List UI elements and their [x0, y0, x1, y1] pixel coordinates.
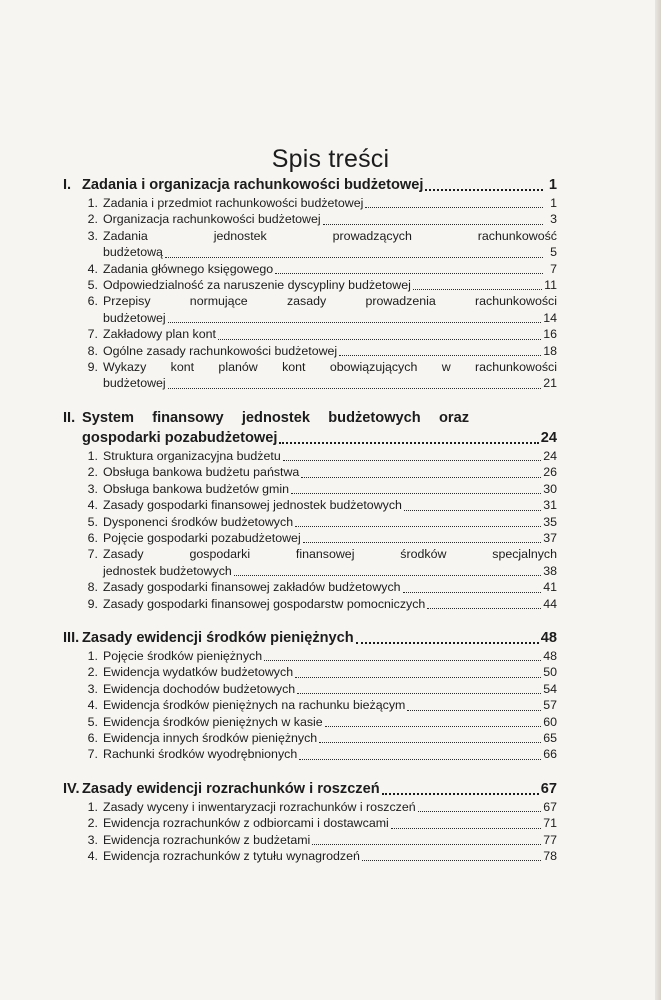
section-title-line2: budżetowej	[103, 310, 166, 325]
section-title: Obsługa bankowa budżetów gmin	[103, 481, 289, 496]
leader-dots	[356, 640, 539, 644]
leader-dots	[323, 222, 543, 225]
chapter-2	[63, 408, 557, 612]
section-page-number: 11	[544, 278, 557, 293]
section-page-number: 38	[543, 563, 557, 578]
toc-entry[interactable]	[63, 448, 557, 464]
leader-dots	[295, 675, 541, 678]
chapter-heading-line1	[63, 408, 557, 428]
chapter-heading[interactable]	[63, 628, 557, 648]
section-number: 7.	[87, 327, 98, 342]
section-number: 7.	[87, 747, 98, 762]
leader-dots	[427, 606, 541, 609]
section-title: Pojęcie gospodarki pozabudżetowej	[103, 530, 301, 545]
section-page-number: 30	[543, 481, 557, 496]
toc-entry[interactable]	[63, 664, 557, 680]
section-number: 5.	[87, 714, 98, 729]
section-number: 2.	[87, 465, 98, 480]
leader-dots	[291, 491, 541, 494]
section-number: 1.	[87, 799, 98, 814]
leader-dots	[312, 842, 541, 845]
chapter-title: Zadania i organizacja rachunkowości budżetowej	[82, 177, 424, 193]
section-number: 4.	[87, 498, 98, 513]
chapter-page-number: 67	[540, 780, 557, 797]
section-page-number: 66	[543, 747, 557, 762]
leader-dots	[279, 440, 538, 444]
section-page-number: 31	[543, 498, 557, 513]
section-page-number: 37	[543, 530, 557, 545]
leader-dots	[295, 524, 541, 527]
toc-entry[interactable]	[63, 359, 557, 392]
toc-entry[interactable]	[63, 277, 557, 293]
section-title: Zakładowy plan kont	[103, 327, 216, 342]
toc-entry[interactable]	[63, 681, 557, 697]
toc-entry[interactable]	[63, 481, 557, 497]
chapter-heading[interactable]	[63, 779, 557, 799]
section-title-line1: Przepisy normujące zasady prowadzenia rachunkowości	[103, 294, 557, 309]
leader-dots	[404, 508, 541, 511]
section-title: Struktura organizacyjna budżetu	[103, 448, 281, 463]
toc-entry-line2	[63, 563, 557, 579]
section-number: 3.	[87, 228, 98, 243]
section-title: Dysponenci środków budżetowych	[103, 514, 294, 529]
leader-dots	[407, 708, 541, 711]
section-page-number: 26	[543, 465, 557, 480]
section-number: 8.	[87, 343, 98, 358]
toc-entry[interactable]	[63, 648, 557, 664]
chapter-3	[63, 628, 557, 763]
chapter-number: III.	[63, 629, 80, 646]
section-number: 3.	[87, 481, 98, 496]
section-page-number: 7	[550, 261, 557, 276]
leader-dots	[339, 353, 541, 356]
chapter-heading[interactable]	[63, 408, 557, 448]
chapter-title-line1: System finansowy jednostek budżetowych oraz	[82, 409, 469, 426]
section-title: Ewidencja środków pieniężnych w kasie	[103, 714, 323, 729]
section-title: Zasady gospodarki finansowej jednostek budżetowych	[103, 498, 402, 513]
section-title: Ewidencja rozrachunków z odbiorcami i dostawcami	[103, 816, 389, 831]
section-page-number: 1	[550, 196, 557, 210]
table-of-contents	[63, 175, 557, 880]
toc-entry[interactable]	[63, 195, 557, 211]
section-title: Ewidencja innych środków pieniężnych	[103, 730, 318, 745]
section-number: 2.	[87, 212, 98, 227]
section-number: 8.	[87, 580, 98, 595]
chapter-page-number: 48	[540, 629, 557, 646]
leader-dots	[391, 826, 541, 829]
leader-dots	[365, 205, 543, 208]
section-page-number: 67	[543, 799, 557, 814]
section-title: Ewidencja środków pieniężnych na rachunku bieżącym	[103, 698, 406, 713]
section-title: Odpowiedzialność za naruszenie dyscypliny budżetowej	[103, 278, 411, 293]
section-number: 3.	[87, 832, 98, 847]
chapter-title: Zasady ewidencji środków pieniężnych	[82, 629, 354, 646]
section-number: 5.	[87, 514, 98, 529]
toc-entry[interactable]	[63, 746, 557, 762]
chapter-title-line2: gospodarki pozabudżetowej	[82, 429, 278, 446]
toc-entry[interactable]	[63, 546, 557, 579]
toc-entry-line1	[63, 546, 557, 562]
leader-dots	[403, 590, 542, 593]
section-number: 2.	[87, 816, 98, 831]
chapter-heading-line2	[63, 428, 557, 448]
section-number: 1.	[87, 648, 98, 663]
section-title: Pojęcie środków pieniężnych	[103, 648, 263, 663]
section-number: 6.	[87, 294, 98, 309]
toc-entry[interactable]	[63, 714, 557, 730]
section-title: Organizacja rachunkowości budżetowej	[103, 212, 321, 227]
section-title: Zasady gospodarki finansowej zakładów budżetowych	[103, 580, 401, 595]
section-page-number: 14	[543, 310, 557, 325]
section-number: 1.	[87, 196, 98, 210]
toc-entry[interactable]	[63, 579, 557, 595]
section-title: Ogólne zasady rachunkowości budżetowej	[103, 343, 338, 358]
chapter-number: IV.	[63, 780, 80, 797]
toc-entry[interactable]	[63, 832, 557, 848]
chapter-1	[63, 175, 557, 392]
toc-entry[interactable]	[63, 497, 557, 513]
toc-entry-line1	[63, 293, 557, 309]
leader-dots	[275, 271, 543, 274]
section-number: 4.	[87, 698, 98, 713]
section-page-number: 3	[550, 212, 557, 227]
leader-dots	[301, 475, 541, 478]
section-page-number: 57	[543, 698, 557, 713]
section-page-number: 41	[543, 580, 557, 595]
section-number: 9.	[87, 596, 98, 611]
toc-entry[interactable]	[63, 343, 557, 359]
section-number: 5.	[87, 278, 98, 293]
toc-entry[interactable]	[63, 228, 557, 261]
section-page-number: 60	[543, 714, 557, 729]
chapter-4	[63, 779, 557, 865]
toc-entry[interactable]	[63, 815, 557, 831]
leader-dots	[168, 386, 542, 389]
toc-entry[interactable]	[63, 799, 557, 815]
section-title: Ewidencja rozrachunków z budżetami	[103, 832, 311, 847]
section-title: Zadania i przedmiot rachunkowości budżetowej	[103, 196, 364, 210]
toc-entry[interactable]	[63, 326, 557, 342]
section-number: 6.	[87, 530, 98, 545]
page-title: Spis treści	[271, 144, 390, 173]
section-title-line1: Zasady gospodarki finansowej środków specjalnych	[103, 547, 557, 562]
toc-entry[interactable]	[63, 848, 557, 864]
leader-dots	[319, 740, 541, 743]
section-page-number: 77	[543, 832, 557, 847]
leader-dots	[362, 858, 541, 861]
leader-dots	[168, 320, 542, 323]
section-page-number: 18	[543, 343, 557, 358]
toc-entry[interactable]	[63, 293, 557, 326]
leader-dots	[303, 540, 542, 543]
toc-entry-line1	[63, 359, 557, 375]
chapter-title: Zasady ewidencji rozrachunków i roszczeń	[82, 780, 380, 797]
leader-dots	[165, 255, 543, 258]
toc-entry-line2	[63, 375, 557, 391]
toc-entry-line2	[63, 244, 557, 260]
leader-dots	[325, 724, 542, 727]
section-page-number: 54	[543, 681, 557, 696]
leader-dots	[264, 658, 541, 661]
section-page-number: 50	[543, 665, 557, 680]
section-page-number: 44	[543, 596, 557, 611]
section-title-line2: budżetowej	[103, 376, 166, 391]
section-number: 1.	[87, 448, 98, 463]
toc-entry-line2	[63, 310, 557, 326]
section-title: Zasady gospodarki finansowej gospodarstw pomocniczych	[103, 596, 426, 611]
toc-entry[interactable]	[63, 697, 557, 713]
toc-entry[interactable]	[63, 464, 557, 480]
section-page-number: 16	[543, 327, 557, 342]
toc-entry[interactable]	[63, 730, 557, 746]
toc-entry-line1	[63, 228, 557, 244]
section-title-line2: budżetową	[103, 245, 163, 260]
leader-dots	[382, 791, 539, 795]
section-page-number: 48	[543, 648, 557, 663]
chapter-number: II.	[63, 409, 76, 426]
section-page-number: 21	[543, 376, 557, 391]
toc-entry[interactable]	[63, 211, 557, 227]
toc-entry[interactable]	[63, 530, 557, 546]
section-page-number: 78	[543, 849, 557, 863]
section-number: 4.	[87, 261, 98, 276]
toc-entry[interactable]	[63, 514, 557, 530]
toc-entry[interactable]	[63, 596, 557, 612]
leader-dots	[297, 691, 541, 694]
leader-dots	[418, 809, 542, 812]
section-number: 4.	[87, 849, 98, 863]
section-page-number: 71	[543, 816, 557, 831]
leader-dots	[299, 757, 541, 760]
section-page-number: 24	[543, 448, 557, 463]
section-title: Ewidencja dochodów budżetowych	[103, 681, 296, 696]
chapter-number: I.	[63, 177, 72, 193]
section-title: Zasady wyceny i inwentaryzacji rozrachunków i roszczeń	[103, 799, 416, 814]
section-title: Ewidencja rozrachunków z tytułu wynagrodzeń	[103, 849, 360, 863]
chapter-heading[interactable]	[63, 175, 557, 195]
section-title-line1: Wykazy kont planów kont obowiązujących w rachunkowości	[103, 360, 557, 375]
chapter-page-number: 1	[548, 177, 557, 193]
leader-dots	[413, 287, 542, 290]
toc-entry[interactable]	[63, 261, 557, 277]
section-page-number: 65	[543, 730, 557, 745]
section-title: Rachunki środków wyodrębnionych	[103, 747, 298, 762]
leader-dots	[234, 573, 541, 576]
section-page-number: 5	[550, 245, 557, 260]
leader-dots	[283, 458, 541, 461]
leader-dots	[218, 337, 541, 340]
section-title: Zadania głównego księgowego	[103, 261, 274, 276]
section-title: Obsługa bankowa budżetu państwa	[103, 465, 300, 480]
section-number: 7.	[87, 547, 98, 562]
section-title: Ewidencja wydatków budżetowych	[103, 665, 294, 680]
chapter-page-number: 24	[540, 429, 557, 446]
section-title-line1: Zadania jednostek prowadzących rachunkowość	[103, 228, 557, 243]
leader-dots	[425, 187, 543, 191]
section-number: 2.	[87, 665, 98, 680]
section-number: 3.	[87, 681, 98, 696]
section-number: 9.	[87, 360, 98, 375]
section-title-line2: jednostek budżetowych	[103, 563, 232, 578]
section-page-number: 35	[543, 514, 557, 529]
section-number: 6.	[87, 730, 98, 745]
